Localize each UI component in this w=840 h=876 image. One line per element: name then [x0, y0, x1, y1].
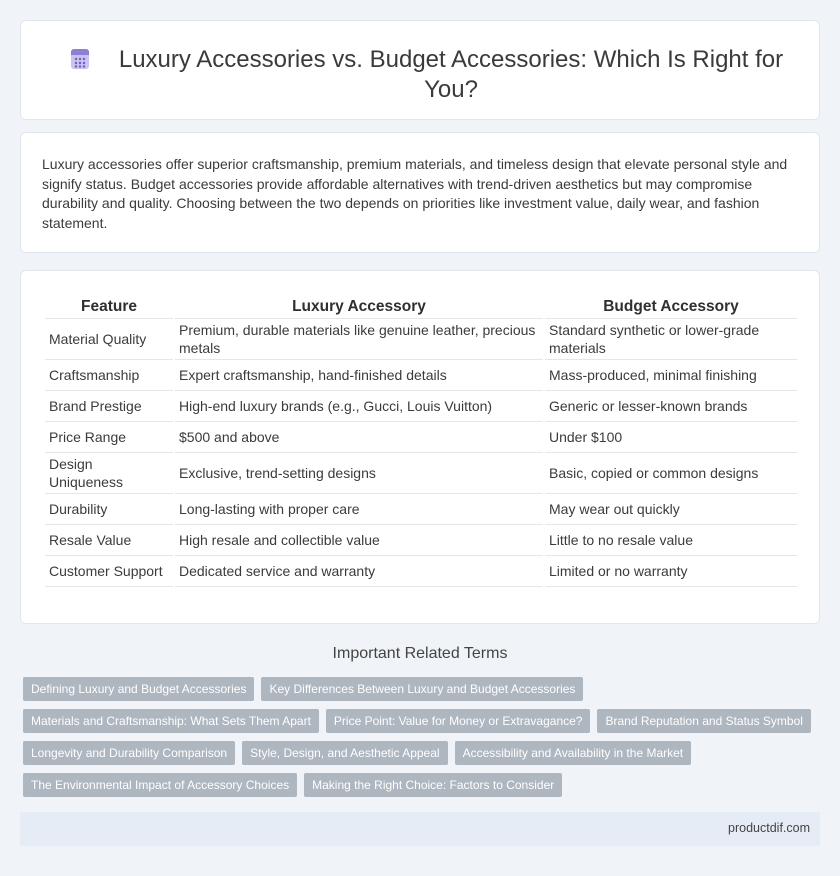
table-row	[45, 453, 797, 494]
page-title: Luxury Accessories vs. Budget Accessories: Which Is Right for You?	[118, 46, 784, 103]
related-tag[interactable]: Longevity and Durability Comparison	[23, 741, 235, 765]
cell-budget: Mass-produced, minimal finishing	[545, 360, 797, 391]
related-tag[interactable]: Making the Right Choice: Factors to Consider	[304, 773, 562, 797]
cell-luxury: Exclusive, trend-setting designs	[175, 453, 543, 494]
cell-luxury: Expert craftsmanship, hand-finished details	[175, 360, 543, 391]
cell-luxury: Long-lasting with proper care	[175, 494, 543, 525]
cell-luxury: High-end luxury brands (e.g., Gucci, Louis Vuitton)	[175, 391, 543, 422]
related-tag[interactable]: Materials and Craftsmanship: What Sets Them Apart	[23, 709, 319, 733]
related-tag[interactable]: The Environmental Impact of Accessory Choices	[23, 773, 297, 797]
header-budget: Budget Accessory	[545, 297, 797, 319]
cell-budget: May wear out quickly	[545, 494, 797, 525]
intro-card	[20, 132, 820, 253]
tag-row	[23, 773, 823, 797]
cell-luxury: High resale and collectible value	[175, 525, 543, 556]
calculator-icon	[69, 48, 91, 70]
related-tag[interactable]: Defining Luxury and Budget Accessories	[23, 677, 254, 701]
related-terms-title: Important Related Terms	[332, 645, 508, 662]
related-tag[interactable]: Key Differences Between Luxury and Budget Accessories	[261, 677, 583, 701]
cell-budget: Limited or no warranty	[545, 556, 797, 587]
cell-budget: Basic, copied or common designs	[545, 453, 797, 494]
header-card	[20, 20, 820, 120]
related-tag[interactable]: Price Point: Value for Money or Extravagance?	[326, 709, 591, 733]
tag-row	[23, 677, 823, 701]
related-tag[interactable]: Brand Reputation and Status Symbol	[597, 709, 810, 733]
cell-budget: Under $100	[545, 422, 797, 453]
comparison-card	[20, 270, 820, 624]
header-feature: Feature	[45, 297, 173, 319]
cell-feature: Resale Value	[45, 525, 173, 556]
table-row	[45, 556, 797, 587]
cell-feature: Brand Prestige	[45, 391, 173, 422]
cell-budget: Generic or lesser-known brands	[545, 391, 797, 422]
table-row	[45, 422, 797, 453]
cell-feature: Price Range	[45, 422, 173, 453]
cell-feature: Design Uniqueness	[45, 453, 173, 494]
tag-row	[23, 741, 823, 765]
table-row	[45, 525, 797, 556]
header-luxury: Luxury Accessory	[175, 297, 543, 319]
table-row	[45, 360, 797, 391]
table-row	[45, 494, 797, 525]
related-terms-list	[23, 677, 823, 805]
cell-luxury: Premium, durable materials like genuine leather, precious metals	[175, 319, 543, 360]
tag-row	[23, 709, 823, 733]
cell-luxury: Dedicated service and warranty	[175, 556, 543, 587]
related-tag[interactable]: Accessibility and Availability in the Market	[455, 741, 692, 765]
cell-feature: Craftsmanship	[45, 360, 173, 391]
table-row	[45, 391, 797, 422]
related-tag[interactable]: Style, Design, and Aesthetic Appeal	[242, 741, 447, 765]
comparison-table	[43, 297, 799, 587]
cell-luxury: $500 and above	[175, 422, 543, 453]
table-header-row	[45, 297, 797, 319]
cell-feature: Material Quality	[45, 319, 173, 360]
table-row	[45, 319, 797, 360]
footer	[20, 812, 820, 846]
cell-feature: Durability	[45, 494, 173, 525]
intro-paragraph: Luxury accessories offer superior craftsmanship, premium materials, and timeless design that elevate personal style and signify status. Budget accessories provide affordable alternatives with trend-driven aesthetics but may compromise durability and quality. Choosing between the two depends on priorities like investment value, daily wear, and fashion statement.	[42, 156, 788, 231]
cell-budget: Little to no resale value	[545, 525, 797, 556]
footer-site-link[interactable]: productdif.com	[728, 821, 810, 835]
cell-budget: Standard synthetic or lower-grade materials	[545, 319, 797, 360]
cell-feature: Customer Support	[45, 556, 173, 587]
